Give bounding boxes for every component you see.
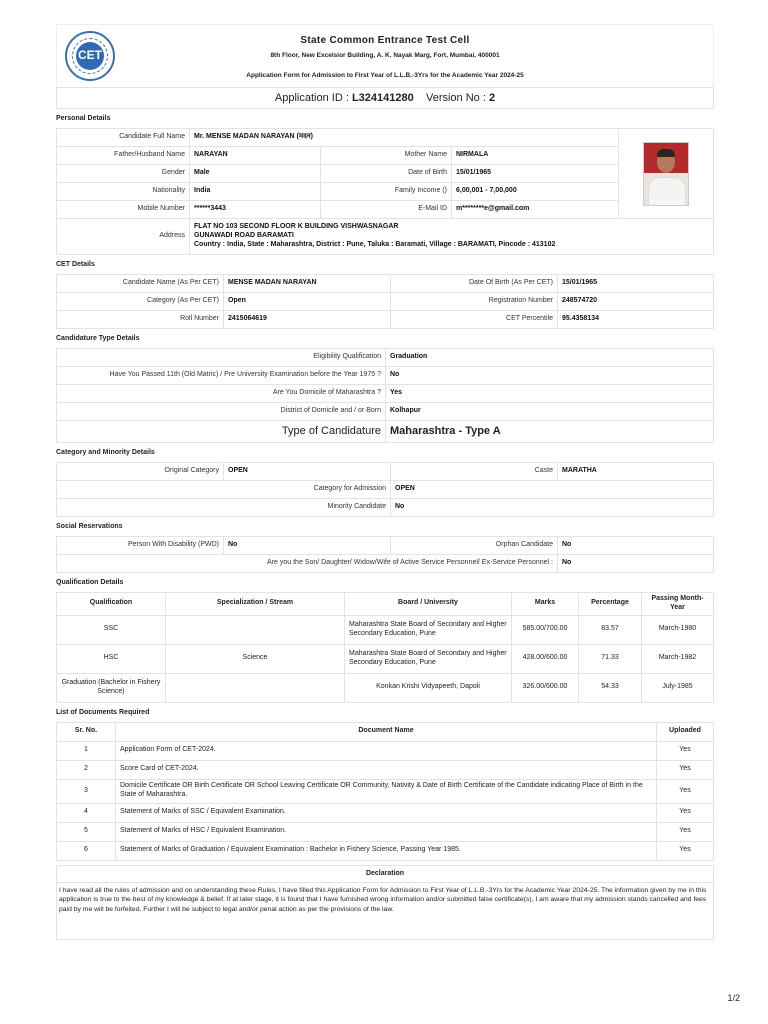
qual-cell: 71.33 <box>579 644 642 673</box>
candidature-type-label: Type of Candidature <box>57 421 386 443</box>
dob-label: Date of Birth <box>321 165 452 183</box>
qual-cell: Science <box>166 644 345 673</box>
full-name-value: Mr. MENSE MADAN NARAYAN (मदन) <box>190 129 619 147</box>
father-value: NARAYAN <box>190 147 321 165</box>
section-cet: CET Details <box>56 261 95 268</box>
passed-11th-value: No <box>386 367 714 385</box>
qual-header: Specialization / Stream <box>166 593 345 616</box>
doc-uploaded: Yes <box>657 841 714 860</box>
full-name-label: Candidate Full Name <box>57 129 190 147</box>
candidate-photo <box>643 142 689 206</box>
qual-cell: 428.00/600.00 <box>512 644 579 673</box>
gender-label: Gender <box>57 165 190 183</box>
section-documents: List of Documents Required <box>56 708 150 716</box>
mobile-label: Mobile Number <box>57 201 190 219</box>
email-label: E-Mail ID <box>321 201 452 219</box>
nationality-label: Nationality <box>57 183 190 201</box>
qual-cell: Konkan Krishi Vidyapeeth, Dapoli <box>345 673 512 702</box>
doc-sr: 5 <box>57 822 116 841</box>
declaration-text: I have read all the rules of admission and on understanding these Rules, I have filled this Application Form for Admission to First Year of L.L.B.-3Yrs for the Academic Year 2024-25. The information given by me in this application is true to the best of my knowledge & belief. If at later stage, it is found that I have furnished wrong information and/or submitted false certificate(s), I am aware that my admission stands cancelled and fees paid by me will be forfeited. Further I will be subject to legal and/or penal action as per the provisions of the law. <box>56 882 714 940</box>
doc-header: Sr. No. <box>57 722 116 741</box>
org-address: 8th Floor, New Excelsior Building, A. K. Nayak Marg, Fort, Mumbai, 400001 <box>270 52 500 59</box>
category-table <box>56 462 714 517</box>
qual-cell: SSC <box>57 615 166 644</box>
orphan-label: Orphan Candidate <box>391 537 558 555</box>
doc-sr: 4 <box>57 803 116 822</box>
table-row <box>57 779 714 803</box>
domicile-label: Are You Domicile of Maharashtra ? <box>57 385 386 403</box>
nationality-value: India <box>190 183 321 201</box>
doc-uploaded: Yes <box>657 779 714 803</box>
section-social: Social Reservations <box>56 523 123 530</box>
doc-header: Uploaded <box>657 722 714 741</box>
address-line-1: FLAT NO 103 SECOND FLOOR K BUILDING VISHWASNAGAR <box>194 223 399 231</box>
qual-cell <box>166 673 345 702</box>
qual-cell: 83.57 <box>579 615 642 644</box>
qual-cell: Maharashtra State Board of Secondary and Higher Secondary Education, Pune <box>345 615 512 644</box>
doc-sr: 3 <box>57 779 116 803</box>
section-qualification: Qualification Details <box>56 579 124 586</box>
minority-value: No <box>391 499 714 517</box>
email-value: m********e@gmail.com <box>452 201 619 219</box>
qual-cell: Graduation (Bachelor in Fishery Science) <box>57 673 166 702</box>
district-label: District of Domicile and / or Born <box>57 403 386 421</box>
admission-category-label: Category for Admission <box>57 481 391 499</box>
doc-name: Application Form of CET-2024. <box>116 741 657 760</box>
original-category-label: Original Category <box>57 463 224 481</box>
cet-name-value: MENSE MADAN NARAYAN <box>224 275 391 293</box>
application-form <box>56 24 714 940</box>
original-category-value: OPEN <box>224 463 391 481</box>
address-line-2: GUNAWADI ROAD BARAMATI <box>194 232 294 240</box>
logo-text: CET <box>78 48 102 62</box>
doc-uploaded: Yes <box>657 822 714 841</box>
address-label: Address <box>57 219 190 255</box>
doc-name: Statement of Marks of HSC / Equivalent Examination. <box>116 822 657 841</box>
qual-header: Marks <box>512 593 579 616</box>
income-label: Family Income () <box>321 183 452 201</box>
address-line-3: Country : India, State : Maharashtra, District : Pune, Taluka : Baramati, Village : BARAMATI, Pincode : 413102 <box>194 240 556 248</box>
qual-cell <box>166 615 345 644</box>
gender-value: Male <box>190 165 321 183</box>
pwd-label: Person With Disability (PWD) <box>57 537 224 555</box>
doc-sr: 2 <box>57 760 116 779</box>
photo-cell <box>619 129 714 219</box>
personal-table <box>56 128 714 255</box>
percentile-value: 95.4358134 <box>558 311 714 329</box>
mobile-value: ******3443 <box>190 201 321 219</box>
org-title: State Common Entrance Test Cell <box>300 35 470 46</box>
table-row <box>57 615 714 644</box>
qual-cell: Maharashtra State Board of Secondary and Higher Secondary Education, Pune <box>345 644 512 673</box>
section-category: Category and Minority Details <box>56 449 155 456</box>
caste-label: Caste <box>391 463 558 481</box>
application-id-label: Application ID : <box>274 92 349 104</box>
doc-sr: 1 <box>57 741 116 760</box>
address-value <box>190 219 714 255</box>
cet-dob-label: Date Of Birth (As Per CET) <box>391 275 558 293</box>
service-label: Are you the Son/ Daughter/ Widow/Wife of Active Service Personnel/ Ex-Service Personnel : <box>57 555 558 573</box>
table-row <box>57 822 714 841</box>
qual-header: Passing Month-Year <box>642 593 714 616</box>
doc-name: Statement of Marks of SSC / Equivalent Examination. <box>116 803 657 822</box>
cet-category-label: Category (As Per CET) <box>57 293 224 311</box>
income-value: 6,00,001 - 7,00,000 <box>452 183 619 201</box>
table-row <box>57 644 714 673</box>
form-header <box>56 24 714 87</box>
passed-11th-label: Have You Passed 11th (Old Matric) / Pre University Examination before the Year 1975 ? <box>57 367 386 385</box>
doc-uploaded: Yes <box>657 760 714 779</box>
qual-header: Qualification <box>57 593 166 616</box>
mother-value: NIRMALA <box>452 147 619 165</box>
table-row <box>57 760 714 779</box>
application-id: L324141280 <box>351 92 414 104</box>
social-table <box>56 536 714 573</box>
qual-cell: 585.00/700.00 <box>512 615 579 644</box>
version-number: 2 <box>488 92 496 104</box>
admission-category-value: OPEN <box>391 481 714 499</box>
service-value: No <box>558 555 714 573</box>
doc-name: Statement of Marks of Graduation / Equivalent Examination : Bachelor in Fishery Science, Passing Year 1985. <box>116 841 657 860</box>
cet-table <box>56 274 714 329</box>
declaration-title: Declaration <box>56 865 714 882</box>
qual-cell: March-1980 <box>642 615 714 644</box>
orphan-value: No <box>558 537 714 555</box>
doc-name: Domicile Certificate OR Birth Certificate OR School Leaving Certificate OR Community, Nativity & Date of Birth Certificate of the Candidate indicating Place of Birth in the State of Maharashtra. <box>116 779 657 803</box>
eligibility-label: Eligibility Qualification <box>57 349 386 367</box>
cet-category-value: Open <box>224 293 391 311</box>
page-number: 1/2 <box>727 993 740 1003</box>
doc-name: Score Card of CET-2024. <box>116 760 657 779</box>
qual-header: Board / University <box>345 593 512 616</box>
candidature-table <box>56 348 714 443</box>
mother-label: Mother Name <box>321 147 452 165</box>
qual-cell: 54.33 <box>579 673 642 702</box>
reg-number-label: Registration Number <box>391 293 558 311</box>
qual-cell: July-1985 <box>642 673 714 702</box>
table-row <box>57 741 714 760</box>
table-row <box>57 673 714 702</box>
caste-value: MARATHA <box>558 463 714 481</box>
doc-sr: 6 <box>57 841 116 860</box>
qual-cell: March-1982 <box>642 644 714 673</box>
section-candidature: Candidature Type Details <box>56 335 140 342</box>
doc-uploaded: Yes <box>657 741 714 760</box>
cet-dob-value: 15/01/1965 <box>558 275 714 293</box>
table-row <box>57 841 714 860</box>
dob-value: 15/01/1965 <box>452 165 619 183</box>
domicile-value: Yes <box>386 385 714 403</box>
pwd-value: No <box>224 537 391 555</box>
version-label: Version No : <box>425 92 486 104</box>
qual-header: Percentage <box>579 593 642 616</box>
documents-table <box>56 722 714 861</box>
doc-header: Document Name <box>116 722 657 741</box>
qualification-table <box>56 592 714 703</box>
qual-cell: 326.00/600.00 <box>512 673 579 702</box>
father-label: Father/Husband Name <box>57 147 190 165</box>
doc-uploaded: Yes <box>657 803 714 822</box>
qual-cell: HSC <box>57 644 166 673</box>
reg-number-value: 248574720 <box>558 293 714 311</box>
table-row <box>57 803 714 822</box>
form-title: Application Form for Admission to First Year of L.L.B.-3Yrs for the Academic Year 2024-25 <box>246 72 524 79</box>
eligibility-value: Graduation <box>386 349 714 367</box>
percentile-label: CET Percentile <box>391 311 558 329</box>
roll-number-value: 2415064619 <box>224 311 391 329</box>
roll-number-label: Roll Number <box>57 311 224 329</box>
application-id-bar <box>56 87 714 109</box>
candidature-type-value: Maharashtra - Type A <box>386 421 714 443</box>
district-value: Kolhapur <box>386 403 714 421</box>
minority-label: Minority Candidate <box>57 499 391 517</box>
cet-name-label: Candidate Name (As Per CET) <box>57 275 224 293</box>
section-personal: Personal Details <box>56 115 111 122</box>
